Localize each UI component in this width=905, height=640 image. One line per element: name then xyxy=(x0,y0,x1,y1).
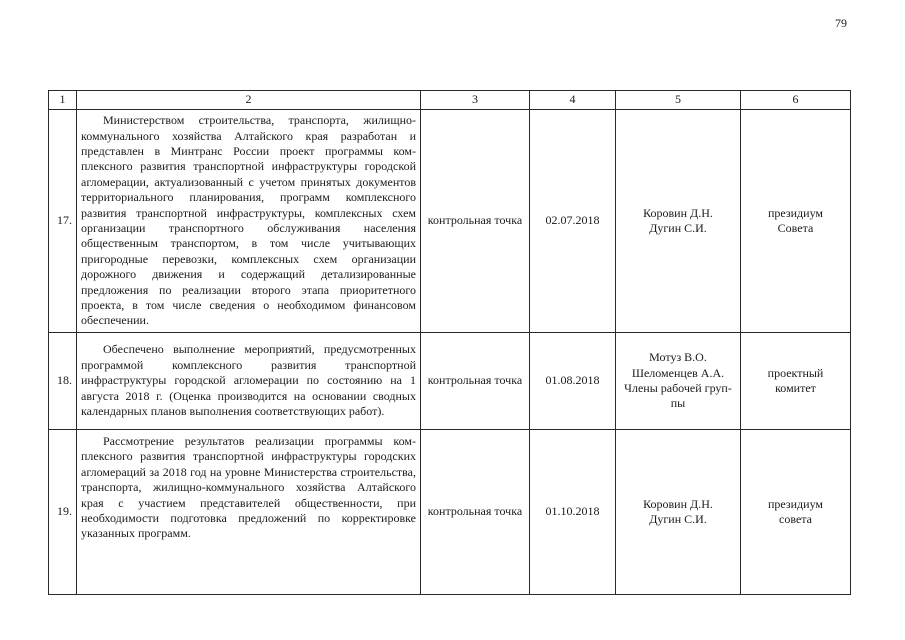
row-responsible xyxy=(616,430,741,595)
approval-body-line: проектный xyxy=(767,365,824,380)
column-header: 2 xyxy=(77,91,421,110)
row-number: 19. xyxy=(49,430,77,595)
row-approval-body xyxy=(741,430,851,595)
responsible-person: Члены рабочей группы xyxy=(624,381,732,411)
row-type: контрольная точка xyxy=(421,333,530,430)
approval-body-line: комитет xyxy=(775,381,816,395)
table-row xyxy=(49,110,851,333)
column-header: 4 xyxy=(530,91,616,110)
approval-body-line: президиум xyxy=(767,496,824,511)
row-date: 01.10.2018 xyxy=(530,430,616,595)
row-description: Обеспечено выполнение мероприятий, предусмотренных программой комплексного развития транспортной инфраструктуры городской агломерации по состоянию на 1 августа 2018 г. (Оценка производится на основании сводных календарных планов выполнения соответствующих работ). xyxy=(77,333,421,430)
row-responsible xyxy=(616,333,741,430)
row-type: контрольная точка xyxy=(421,430,530,595)
column-header: 3 xyxy=(421,91,530,110)
row-type: контрольная точка xyxy=(421,110,530,333)
responsible-person: Шеломенцев А.А. xyxy=(631,365,725,380)
header-row xyxy=(49,91,851,110)
plan-table xyxy=(48,90,851,595)
column-header: 6 xyxy=(741,91,851,110)
approval-body-line: Совета xyxy=(777,221,814,235)
column-header: 5 xyxy=(616,91,741,110)
approval-body-line: президиум xyxy=(767,205,824,220)
row-description: Министерством строительства, транспорта, жилищно-коммунального хозяйства Алтайского края разработан и представлен в Минтранс России проект программы комплексного развития транспортной инфраструктуры городской агломерации, актуализованный с учетом принятых документов территориального планирования, программ комплексного развития транспортной инфраструктуры, комплексных схем организации транспортного обслуживания населения общественным транспортом, в том числе учитывающих пригородные перевозки, комплексных схем организации дорожного движения и содержащий детализированные предложения по реализации второго этапа приоритетного проекта, в том числе сведения о необходимом финансовом обеспечении. xyxy=(77,110,421,333)
approval-body-line: совета xyxy=(779,512,812,526)
responsible-person: Дугин С.И. xyxy=(649,512,707,526)
responsible-person: Коровин Д.Н. xyxy=(643,205,713,220)
row-approval-body xyxy=(741,110,851,333)
responsible-person: Дугин С.И. xyxy=(649,221,707,235)
responsible-person: Мотуз В.О. xyxy=(649,350,707,365)
row-description: Рассмотрение результатов реализации программы комплексного развития транспортной инфраструктуры городских агломераций за 2018 год на уровне Министерства строительства, транспорта, жилищно-коммунального хозяйства Алтайского края с участием представителей общественности, при необходимости подготовка предложений по корректировке указанных программ. xyxy=(77,430,421,595)
row-number: 18. xyxy=(49,333,77,430)
row-number: 17. xyxy=(49,110,77,333)
row-responsible xyxy=(616,110,741,333)
column-header: 1 xyxy=(49,91,77,110)
table-row xyxy=(49,430,851,595)
responsible-person: Коровин Д.Н. xyxy=(643,496,713,511)
row-date: 02.07.2018 xyxy=(530,110,616,333)
table-row xyxy=(49,333,851,430)
page-number: 79 xyxy=(835,16,847,30)
row-date: 01.08.2018 xyxy=(530,333,616,430)
row-approval-body xyxy=(741,333,851,430)
